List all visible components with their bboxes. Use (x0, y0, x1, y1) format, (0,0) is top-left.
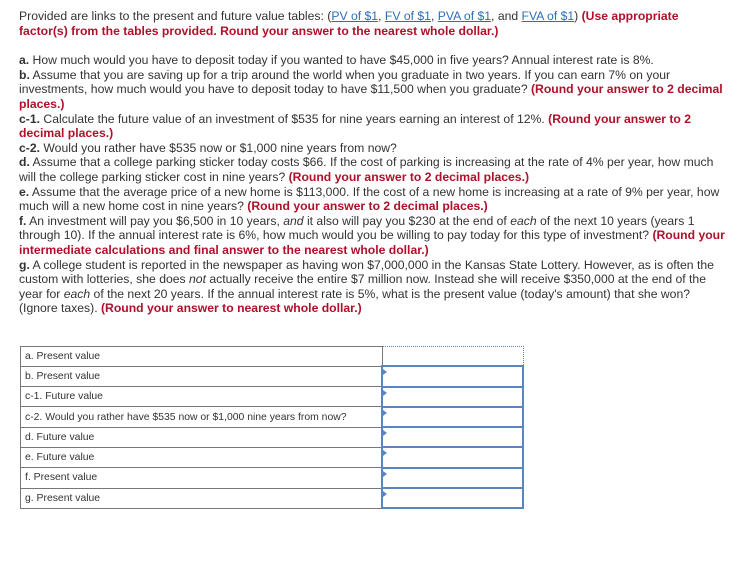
answer-table (20, 346, 524, 509)
answer-cell[interactable] (382, 488, 523, 508)
question-2 (19, 112, 725, 141)
rounding-instruction: (Round your answer to nearest whole dollar.) (100, 301, 362, 316)
row-label: e. Future value (21, 447, 383, 467)
question-text-segment: Assume that the average price of a new home is $113,000. If the cost of a new home is increasing at a rate of 9% per year, how much will a new home cost in nine years? (19, 184, 720, 214)
row-label: g. Present value (21, 488, 383, 508)
question-text-segment: it also will pay you $230 at the end of (303, 213, 511, 228)
rounding-instruction: (Round your intermediate calculations and final answer to the nearest whole dollar.) (19, 228, 725, 257)
answer-cell[interactable] (382, 447, 523, 467)
question-label: c-2. (19, 140, 41, 155)
question-text-segment: An investment will pay you $6,500 in 10 years, (26, 213, 284, 228)
question-text-segment: Would you rather have $535 now or $1,000 nine years from now? (40, 140, 397, 155)
table-row (21, 387, 524, 407)
instructions (19, 9, 725, 38)
input-marker-icon (383, 390, 387, 396)
question-label: d. (19, 155, 30, 170)
question-4 (19, 155, 725, 184)
question-text-segment: not (189, 272, 206, 287)
question-text-segment: each (63, 286, 91, 301)
table-row (21, 407, 524, 427)
table-link[interactable]: FV of $1 (384, 9, 431, 23)
question-text-segment: Assume that a college parking sticker today costs $66. If the cost of parking is increasing at the rate of 4% per year, how much will the college parking sticker cost in nine years? (19, 155, 714, 184)
table-row (21, 488, 524, 508)
question-text-segment: each (510, 213, 537, 228)
question-0 (19, 53, 725, 68)
question-text-segment: A college student is reported in the newspaper as having won $7,000,000 in the Kansas State Lottery. However, as is often the custom with lotteries, she does (19, 257, 714, 287)
question-text-segment: of the next 10 years (years 1 through 10). If the annual interest rate is 6%, how much would you be willing to pay today for this type of investment? (19, 213, 695, 243)
row-label: d. Future value (21, 427, 383, 447)
answer-cell[interactable] (382, 407, 523, 427)
question-text-segment: Provided are links to the present and future value tables: ( (19, 9, 332, 23)
table-row (21, 468, 524, 488)
answer-input[interactable] (383, 388, 522, 406)
row-label: f. Present value (21, 468, 383, 488)
table-link[interactable]: PVA of $1 (437, 9, 492, 23)
input-marker-icon (383, 369, 387, 375)
question-text-segment: actually receive the entire $7 million now. Instead she will receive $350,000 at the end of the year for (19, 272, 706, 301)
question-7 (19, 258, 725, 316)
question-text-segment: and (283, 213, 304, 228)
answer-input[interactable] (383, 489, 522, 507)
table-link[interactable]: PV of $1 (331, 9, 379, 23)
question-label: a. (19, 53, 30, 68)
question-label: g. (19, 257, 30, 272)
rounding-instruction: (Round your answer to 2 decimal places.) (247, 199, 488, 214)
answer-cell[interactable] (382, 427, 523, 447)
input-marker-icon (383, 491, 387, 497)
answer-input[interactable] (383, 347, 523, 365)
question-5 (19, 185, 725, 214)
question-text-segment: ) (574, 9, 582, 23)
answer-input[interactable] (383, 367, 522, 385)
table-row (21, 366, 524, 386)
answer-input[interactable] (383, 448, 522, 466)
row-label: c-1. Future value (21, 387, 383, 407)
table-row (21, 427, 524, 447)
question-text-segment: of the next 20 years. If the annual interest rate is 5%, what is the present value (today's amount) that she won? (Ignore taxes). (19, 286, 691, 316)
answer-cell[interactable] (382, 347, 523, 367)
table-link[interactable]: FVA of $1 (521, 9, 575, 23)
answer-cell[interactable] (382, 468, 523, 488)
input-marker-icon (383, 410, 387, 416)
row-label: c-2. Would you rather have $535 now or $1,000 nine years from now? (21, 407, 383, 427)
answer-input[interactable] (383, 408, 522, 426)
question-label: b. (19, 67, 30, 82)
question-label: e. (19, 184, 30, 199)
rounding-instruction: (Use appropriate factor(s) from the tables provided. Round your answer to the nearest whole dollar.) (19, 9, 679, 38)
rounding-instruction: (Round your answer to 2 decimal places.) (288, 169, 530, 184)
table-row (21, 347, 524, 367)
input-marker-icon (383, 450, 387, 456)
input-marker-icon (383, 471, 387, 477)
question-text (19, 9, 725, 316)
question-text-segment: , and (491, 9, 522, 23)
row-label: a. Present value (21, 347, 383, 367)
question-text-segment: , (378, 9, 385, 23)
answer-input[interactable] (383, 469, 522, 487)
question-text-segment: Assume that you are saving up for a trip around the world when you graduate in two years. If you can earn 7% on your investments, how much would you have to deposit today to have $11,500 when you graduate? (19, 67, 671, 97)
rounding-instruction: (Round your answer to 2 decimal places.) (19, 82, 723, 111)
table-row (21, 447, 524, 467)
question-6 (19, 214, 725, 258)
question-1 (19, 68, 725, 112)
row-label: b. Present value (21, 366, 383, 386)
question-text-segment: , (430, 9, 438, 23)
question-text-segment: Calculate the future value of an investment of $535 for nine years earning an interest of 12%. (40, 111, 549, 126)
question-label: c-1. (19, 111, 41, 126)
question-3 (19, 141, 725, 156)
answer-input[interactable] (383, 428, 522, 446)
rounding-instruction: (Round your answer to 2 decimal places.) (19, 111, 692, 141)
question-label: f. (19, 213, 27, 228)
question-text-segment: How much would you have to deposit today if you wanted to have $45,000 in five years? Annual interest rate is 8%. (29, 53, 654, 68)
input-marker-icon (383, 430, 387, 436)
answer-cell[interactable] (382, 387, 523, 407)
answer-cell[interactable] (382, 366, 523, 386)
